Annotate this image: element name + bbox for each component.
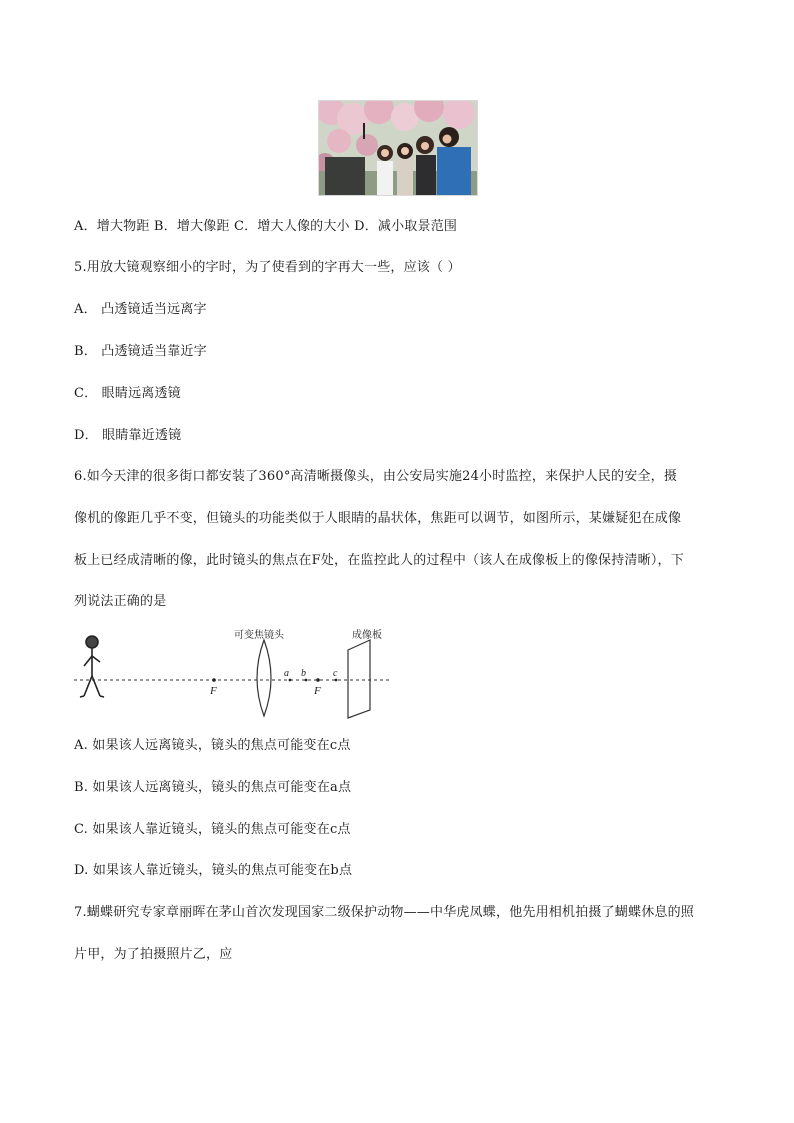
point-b-label: b [301, 668, 306, 679]
q5-option-b: B． 凸透镜适当靠近字 [74, 344, 207, 359]
q6-option-d: D. 如果该人靠近镜头，镜头的焦点可能变在b点 [74, 863, 353, 878]
focal-point-left [212, 678, 216, 682]
q6-stem-line-3: 板上已经成清晰的像，此时镜头的焦点在F处，在监控此人的过程中（该人在成像板上的像保持清晰），下 [74, 553, 684, 568]
q5-option-d: D． 眼睛靠近透镜 [74, 428, 182, 443]
lens-label: 可变焦镜头 [234, 630, 284, 641]
board-label: 成像板 [352, 630, 382, 641]
q6-option-a: A. 如果该人远离镜头，镜头的焦点可能变在c点 [74, 738, 351, 753]
person-figure [80, 636, 104, 697]
point-c-marker [335, 679, 338, 682]
optics-diagram [74, 618, 404, 722]
focus-label-right: F [314, 685, 321, 697]
q6-stem-line-4: 列说法正确的是 [74, 594, 167, 609]
optics-diagram-svg [74, 618, 404, 722]
point-c-label: c [333, 668, 338, 679]
point-a-label: a [284, 668, 289, 679]
point-a-marker [289, 679, 292, 682]
image-board-shape [348, 640, 370, 718]
q6-option-c: C. 如果该人靠近镜头，镜头的焦点可能变在c点 [74, 822, 351, 837]
q6-stem-line-2: 像机的像距几乎不变，但镜头的功能类似于人眼睛的晶状体，焦距可以调节，如图所示，某嫌疑犯在成像 [74, 511, 682, 526]
q7-stem-line-1: 7.蝴蝶研究专家章丽晖在茅山首次发现国家二级保护动物——中华虎凤蝶，他先用相机拍摄了蝴蝶休息的照 [74, 905, 695, 920]
focal-point-right [316, 678, 320, 682]
point-b-marker [305, 679, 308, 682]
q5-option-a: A． 凸透镜适当远离字 [74, 302, 207, 317]
focus-label-left: F [210, 685, 217, 697]
q5-option-c: C． 眼睛远离透镜 [74, 386, 181, 401]
q6-stem-line-1: 6.如今天津的很多街口都安装了360°高清晰摄像头，由公安局实施24小时监控，来保护人民的安全，摄 [74, 469, 678, 484]
selfie-photo [318, 100, 478, 196]
lens-shape [257, 640, 271, 716]
q5-stem: 5.用放大镜观察细小的字时，为了使看到的字再大一些，应该（ ） [74, 260, 461, 275]
selfie-photo-illustration [319, 101, 477, 195]
q4-options: A．增大物距 B．增大像距 C．增大人像的大小 D．减小取景范围 [74, 219, 458, 234]
q7-stem-line-2: 片甲，为了拍摄照片乙，应 [74, 947, 233, 962]
q6-option-b: B. 如果该人远离镜头，镜头的焦点可能变在a点 [74, 780, 352, 795]
